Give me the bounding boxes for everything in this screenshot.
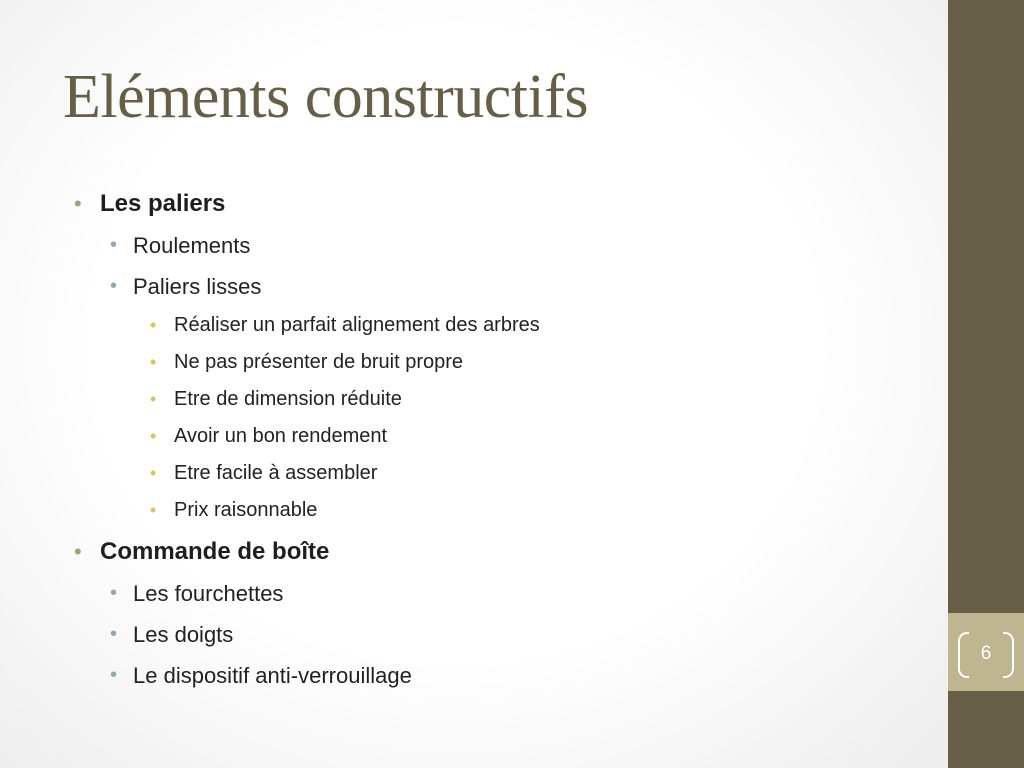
sub-item: • Avoir un bon rendement [150,425,388,447]
bullet-icon: • [150,352,157,372]
list-item-roulements: • Roulements [110,233,251,258]
bullet-icon: • [150,426,157,446]
list-item-fourchettes: • Les fourchettes [110,581,284,606]
bullet-icon: • [110,664,118,686]
bullet-icon: • [74,191,82,216]
sub-item: • Etre facile à assembler [150,462,378,484]
sub-item: • Etre de dimension réduite [150,388,402,410]
list-item-doigts: • Les doigts [110,622,234,647]
bullet-icon: • [150,389,157,409]
bullet-icon: • [110,234,118,256]
bullet-icon: • [110,623,118,645]
bullet-icon: • [150,463,157,483]
bullet-icon: • [74,539,82,564]
slide-title: Eléments constructifs [63,63,588,131]
bullet-icon: • [150,315,157,335]
sub-item: • Réaliser un parfait alignement des arbres [150,314,540,336]
section-heading-paliers: • Les paliers [74,190,226,217]
bullet-icon: • [110,275,118,297]
bullet-icon: • [110,582,118,604]
bullet-icon: • [150,500,157,520]
sub-item: • Ne pas présenter de bruit propre [150,351,464,373]
list-item-anti-verrouillage: • Le dispositif anti-verrouillage [110,663,412,688]
section-heading-commande: • Commande de boîte [74,538,330,565]
page-number: 6 [958,632,1014,676]
list-item-paliers-lisses: • Paliers lisses [110,274,262,299]
sub-item: • Prix raisonnable [150,499,318,521]
